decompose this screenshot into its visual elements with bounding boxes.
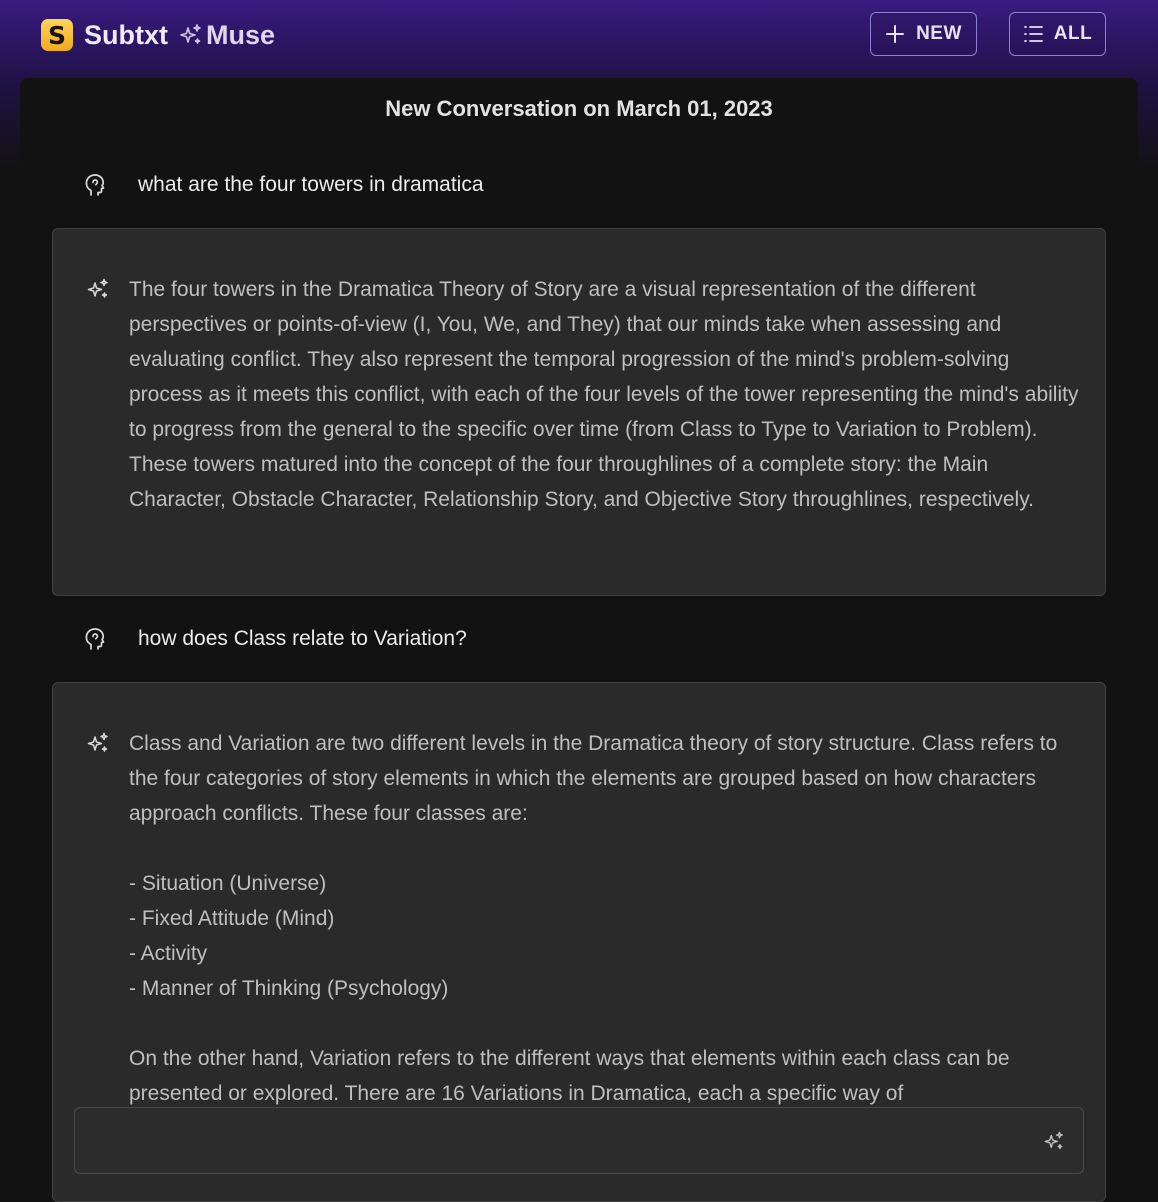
user-message — [84, 165, 484, 205]
user-message-text: how does Class relate to Variation? — [138, 627, 467, 650]
all-button-label: ALL — [1053, 23, 1093, 44]
conversation-title: New Conversation on March 01, 2023 — [385, 96, 773, 121]
sparkle-icon — [86, 277, 110, 301]
sparkle-icon — [179, 23, 203, 47]
sparkle-icon — [86, 731, 110, 755]
assistant-message-text: Class and Variation are two different levels in the Dramatica theory of story structure. Class refers to the four categories of story elements in which the elements are grouped based on how characters approach conflicts. These four classes are: - Situation (Universe) - Fixed Attitude (Mind) - Activity - Manner of Thinking (Psychology) On the other hand, Variation refers to the different ways that elements within each class can be presented or explored. There are 16 Variations in Dramatica, each a specific way of — [129, 732, 1058, 1105]
assistant-message — [52, 228, 1106, 596]
message-list[interactable] — [20, 138, 1138, 1105]
assistant-message-text: The four towers in the Dramatica Theory of Story are a visual representation of the different perspectives or points-of-view (I, You, We, and They) that our minds take when assessing and evaluating conflict. They also represent the temporal progression of the mind's problem-solving process as it meets this conflict, with each of the four levels of the tower representing the mind's ability to progress from the general to the specific over time (from Class to Type to Variation to Problem). These towers matured into the concept of the four throughlines of a complete story: the Main Character, Obstacle Character, Relationship Story, and Objective Story throughlines, respectively. — [129, 278, 1085, 511]
chat-input[interactable] — [75, 1108, 1015, 1173]
user-message-text: what are the four towers in dramatica — [138, 173, 484, 196]
sparkle-send-icon[interactable] — [1043, 1130, 1065, 1152]
head-icon — [84, 627, 106, 651]
chat-input-box — [74, 1107, 1084, 1174]
brand-title — [84, 17, 275, 53]
all-conversations-button[interactable] — [1009, 12, 1106, 56]
new-button-label: NEW — [916, 23, 962, 44]
user-message — [84, 619, 467, 659]
plus-icon — [885, 24, 905, 44]
list-icon — [1023, 24, 1043, 44]
product-name: Muse — [206, 19, 276, 50]
logo-letter: S — [47, 20, 66, 50]
subtxt-logo[interactable] — [41, 19, 73, 51]
conversation-panel — [20, 78, 1138, 1200]
head-icon — [84, 173, 106, 197]
top-bar — [0, 0, 1158, 72]
new-conversation-button[interactable] — [870, 12, 977, 56]
product-name-group — [179, 20, 275, 51]
brand-name: Subtxt — [84, 19, 168, 50]
